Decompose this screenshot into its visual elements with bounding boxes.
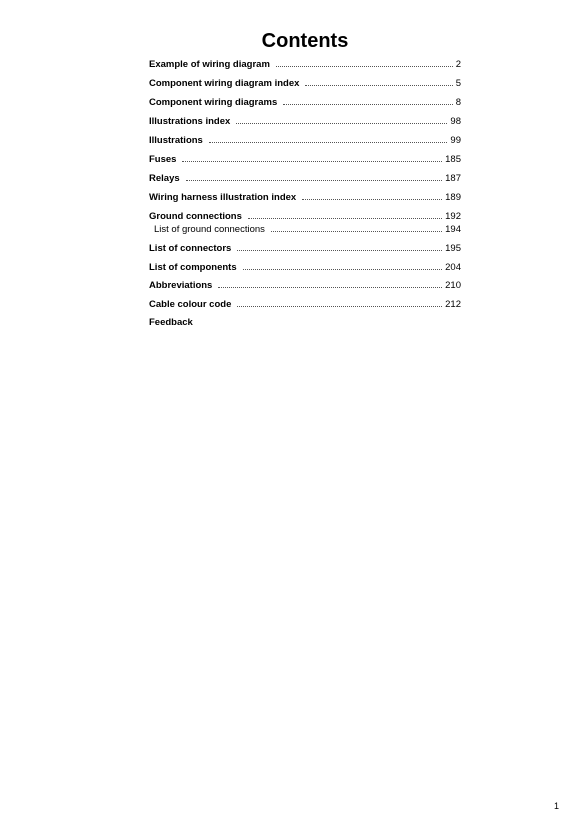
dot-leader (305, 77, 452, 86)
toc-entry-page: 192 (445, 211, 461, 222)
page-title: Contents (261, 30, 349, 52)
toc-entry-page: 204 (445, 262, 461, 273)
toc-entry-page: 195 (445, 243, 461, 254)
toc-entry-illustrations-index[interactable] (149, 115, 461, 127)
dot-leader (182, 153, 442, 162)
dot-leader (243, 261, 443, 270)
toc-entry-page: 185 (445, 154, 461, 165)
toc-entry-abbreviations[interactable] (149, 279, 461, 291)
toc-entry-label: Illustrations (149, 135, 203, 146)
toc-entry-fuses[interactable] (149, 153, 461, 165)
toc-entry-page: 5 (455, 78, 461, 89)
toc-entry-label: Component wiring diagrams (149, 97, 278, 108)
toc-entry-page: 212 (445, 299, 461, 310)
dot-leader (248, 210, 442, 219)
footer-page-number: 1 (554, 801, 560, 811)
toc-entry-label: Illustrations index (149, 116, 231, 127)
toc-entry-label: List of ground connections (154, 224, 265, 235)
toc-entry-label: Component wiring diagram index (149, 78, 300, 89)
dot-leader (283, 96, 452, 105)
dot-leader (302, 191, 442, 200)
dot-leader (237, 298, 442, 307)
toc-entry-page: 187 (445, 173, 461, 184)
toc-entry-wiring-harness-illustration-index[interactable] (149, 191, 461, 203)
toc-entry-component-wiring-diagram-index[interactable] (149, 77, 461, 89)
dot-leader (209, 134, 448, 143)
dot-leader (276, 58, 453, 67)
toc-entry-label: Wiring harness illustration index (149, 192, 297, 203)
toc-entry-relays[interactable] (149, 172, 461, 184)
toc-subentry-list-of-ground-connections[interactable] (154, 223, 461, 235)
toc-entry-component-wiring-diagrams[interactable] (149, 96, 461, 108)
toc-entry-label: List of components (149, 262, 237, 273)
dot-leader (236, 115, 447, 124)
toc-entry-list-of-connectors[interactable] (149, 242, 461, 254)
toc-entry-page: 99 (450, 135, 461, 146)
toc-entry-label: Fuses (149, 154, 177, 165)
toc-entry-label: Example of wiring diagram (149, 59, 270, 70)
toc-entry-feedback[interactable] (149, 317, 461, 329)
toc-entry-page: 8 (455, 97, 461, 108)
toc-entry-label: List of connectors (149, 243, 232, 254)
toc-entry-cable-colour-code[interactable] (149, 298, 461, 310)
toc-entry-label: Cable colour code (149, 299, 232, 310)
toc-entry-example-of-wiring-diagram[interactable] (149, 58, 461, 70)
toc-entry-ground-connections[interactable] (149, 210, 461, 222)
toc-entry-page: 2 (455, 59, 461, 70)
toc-entry-page: 194 (445, 224, 461, 235)
toc-entry-page: 98 (450, 116, 461, 127)
toc-entry-page: 189 (445, 192, 461, 203)
toc-entry-label: Ground connections (149, 211, 242, 222)
dot-leader (218, 279, 442, 288)
dot-leader (237, 242, 442, 251)
dot-leader (186, 172, 443, 181)
toc-entry-page: 210 (445, 280, 461, 291)
toc-entry-illustrations[interactable] (149, 134, 461, 146)
dot-leader (271, 223, 442, 232)
toc-entry-label: Relays (149, 173, 180, 184)
toc-entry-list-of-components[interactable] (149, 261, 461, 273)
toc-entry-label: Feedback (149, 317, 193, 328)
toc-entry-label: Abbreviations (149, 280, 213, 291)
